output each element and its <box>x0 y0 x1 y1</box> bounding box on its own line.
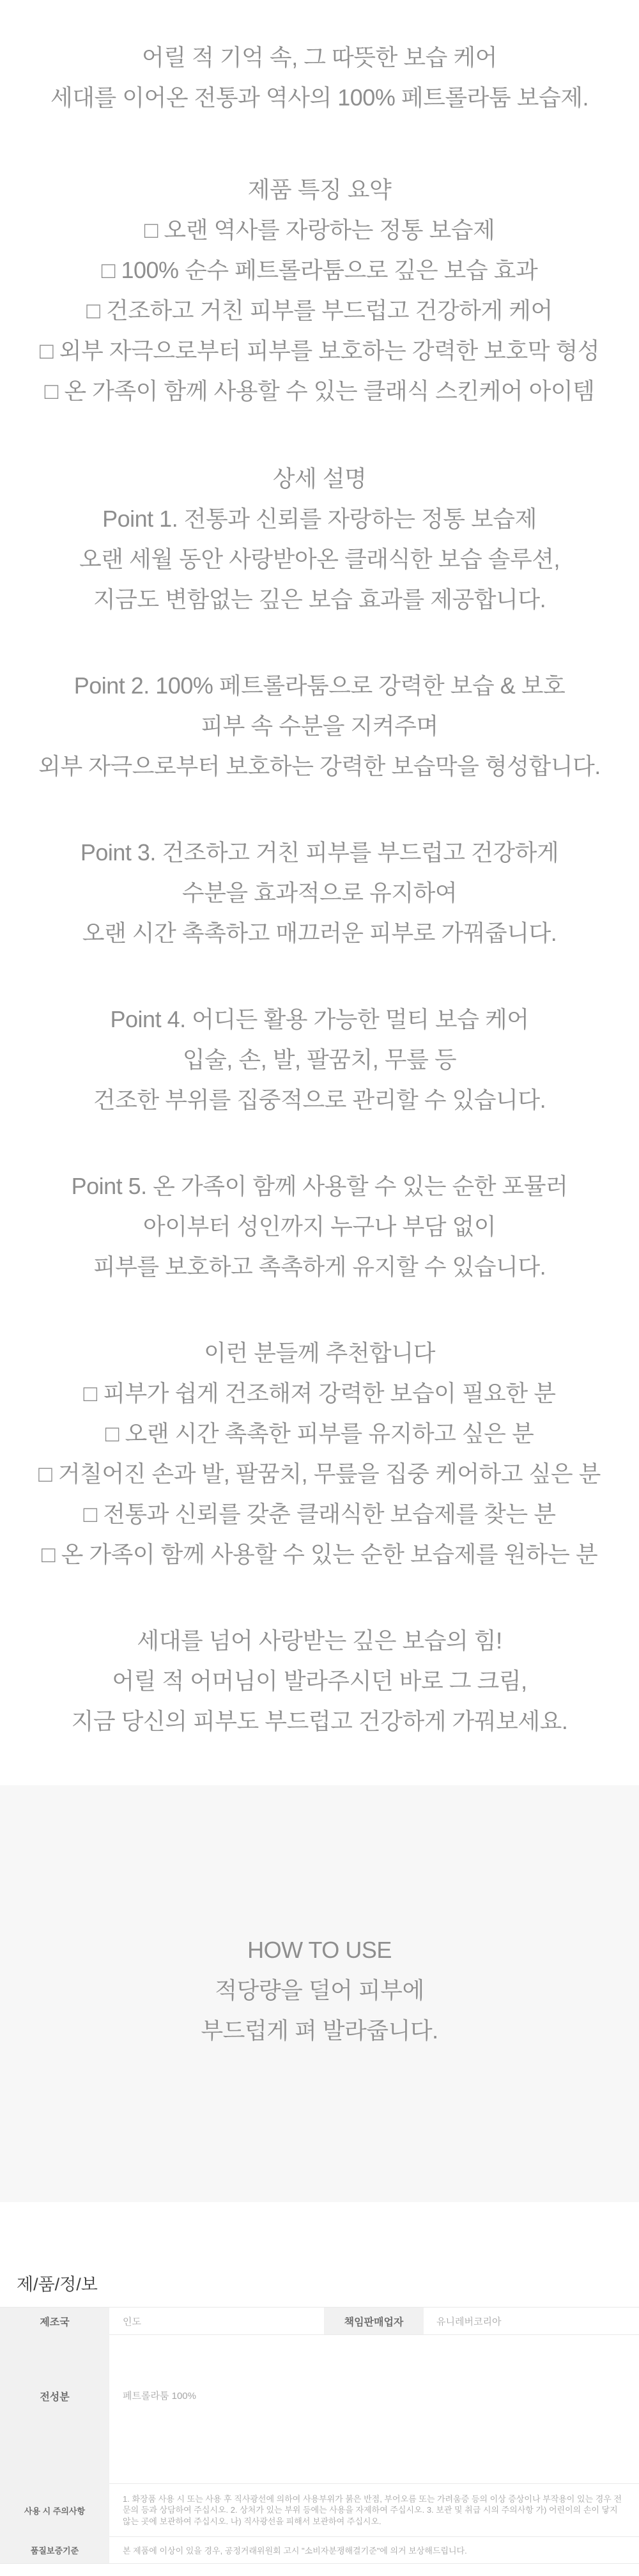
point-line: Point 1. 전통과 신뢰를 자랑하는 정통 보습제 <box>102 506 537 532</box>
point-line: Point 2. 100% 페트롤라툼으로 강력한 보습 & 보호 <box>73 672 566 699</box>
point-line: Point 5. 온 가족이 함께 사용할 수 있는 순한 포뮬러 <box>71 1173 568 1199</box>
how-to-use-line: 적당량을 덜어 피부에 <box>215 1977 424 2003</box>
intro-line: 세대를 이어온 전통과 역사의 100% 페트롤라툼 보습제. <box>50 84 589 111</box>
detail-point-1 <box>0 499 639 619</box>
product-info-table <box>0 2307 639 2564</box>
how-to-use-line: 부드럽게 펴 발라줍니다. <box>201 2017 438 2044</box>
detail-point-3 <box>0 832 639 953</box>
value-cautions: 1. 화장품 사용 시 또는 사용 후 직사광선에 의하여 사용부위가 붉은 반점, 부어오름 또는 가려움증 등의 이상 증상이나 부작용이 있는 경우 전문의 등과 상담하여 주십시오. 2. 상처가 있는 부위 등에는 사용을 자제하여 주십시오. 3. 보관 및 취급 시의 주의사항 가) 어린이의 손이 닿지 않는 곳에 보관하여 주십시오. 나) 직사광선을 피해서 보관하여 주십시오. <box>109 2484 639 2537</box>
point-line: 입술, 손, 발, 팔꿈치, 무릎 등 <box>182 1046 457 1073</box>
detail-point-4 <box>0 999 639 1120</box>
detail-point-5 <box>0 1166 639 1287</box>
point-line: 외부 자극으로부터 보호하는 강력한 보습막을 형성합니다. <box>38 753 601 779</box>
recommend-item: □ 피부가 쉽게 건조해져 강력한 보습이 필요한 분 <box>83 1380 556 1406</box>
closing-line: 지금 당신의 피부도 부드럽고 건강하게 가꿔보세요. <box>71 1708 568 1734</box>
value-responsible-seller: 유니레버코리아 <box>424 2308 639 2335</box>
feature-item: □ 외부 자극으로부터 피부를 보호하는 강력한 보호막 형성 <box>39 338 600 364</box>
table-row-origin <box>0 2308 639 2335</box>
point-line: Point 4. 어디든 활용 가능한 멀티 보습 케어 <box>110 1006 529 1032</box>
table-row-cautions <box>0 2484 639 2537</box>
features-section <box>0 169 639 411</box>
label-quality-guarantee: 품질보증기준 <box>0 2537 109 2563</box>
table-row-quality-guarantee <box>0 2537 639 2563</box>
closing-line: 어릴 적 어머님이 발라주시던 바로 그 크림, <box>112 1668 527 1694</box>
recommend-item: □ 전통과 신뢰를 갖춘 클래식한 보습제를 찾는 분 <box>83 1501 556 1527</box>
feature-item: □ 100% 순수 페트롤라툼으로 깊은 보습 효과 <box>101 257 538 283</box>
point-line: 오랜 시간 촉촉하고 매끄러운 피부로 가꿔줍니다. <box>82 920 557 946</box>
closing-section <box>0 1620 639 1741</box>
value-quality-guarantee: 본 제품에 이상이 있을 경우, 공정거래위원회 고시 "소비자분쟁해결기준"에 의거 보상해드립니다. <box>123 2546 467 2556</box>
label-country-of-origin: 제조국 <box>0 2308 109 2335</box>
recommend-item: □ 오랜 시간 촉촉한 피부를 유지하고 싶은 분 <box>105 1420 534 1447</box>
how-to-use-section <box>0 1785 639 2202</box>
point-line: 피부 속 수분을 지켜주며 <box>201 713 438 739</box>
feature-item: □ 건조하고 거친 피부를 부드럽고 건강하게 케어 <box>86 297 553 323</box>
point-line: 피부를 보호하고 촉촉하게 유지할 수 있습니다. <box>93 1253 546 1280</box>
intro-section <box>0 0 639 118</box>
recommend-item: □ 거칠어진 손과 발, 팔꿈치, 무릎을 집중 케어하고 싶은 분 <box>38 1461 601 1487</box>
point-line: 오랜 세월 동안 사랑받아온 클래식한 보습 솔루션, <box>79 546 560 572</box>
details-section <box>0 458 639 1287</box>
point-line: 건조한 부위를 집중적으로 관리할 수 있습니다. <box>93 1087 546 1113</box>
label-responsible-seller: 책임판매업자 <box>324 2308 424 2335</box>
point-line: Point 3. 건조하고 거친 피부를 부드럽고 건강하게 <box>80 839 559 865</box>
feature-item: □ 오랜 역사를 자랑하는 정통 보습제 <box>144 217 495 243</box>
how-to-use-title: HOW TO USE <box>247 1937 392 1963</box>
table-row-ingredients <box>0 2335 639 2484</box>
product-info-section <box>0 2275 639 2564</box>
point-line: 아이부터 성인까지 누구나 부담 없이 <box>142 1213 497 1239</box>
features-title: 제품 특징 요약 <box>247 176 392 203</box>
value-ingredients: 페트롤라툼 100% <box>109 2335 639 2484</box>
intro-line: 어릴 적 기억 속, 그 따뜻한 보습 케어 <box>142 44 497 70</box>
recommend-title: 이런 분들께 추천합니다 <box>204 1340 435 1366</box>
label-ingredients: 전성분 <box>0 2335 109 2484</box>
product-info-title: 제/품/정/보 <box>17 2275 98 2294</box>
value-country-of-origin: 인도 <box>109 2308 324 2335</box>
feature-item: □ 온 가족이 함께 사용할 수 있는 클래식 스킨케어 아이템 <box>44 378 595 404</box>
point-line: 수분을 효과적으로 유지하여 <box>181 880 458 906</box>
detail-point-2 <box>0 665 639 786</box>
label-cautions: 사용 시 주의사항 <box>0 2484 109 2537</box>
recommend-section <box>0 1333 639 1574</box>
closing-line: 세대를 넘어 사랑받는 깊은 보습의 힘! <box>137 1627 502 1654</box>
recommend-item: □ 온 가족이 함께 사용할 수 있는 순한 보습제를 원하는 분 <box>41 1541 598 1567</box>
point-line: 지금도 변함없는 깊은 보습 효과를 제공합니다. <box>93 586 546 612</box>
details-title: 상세 설명 <box>272 465 367 492</box>
